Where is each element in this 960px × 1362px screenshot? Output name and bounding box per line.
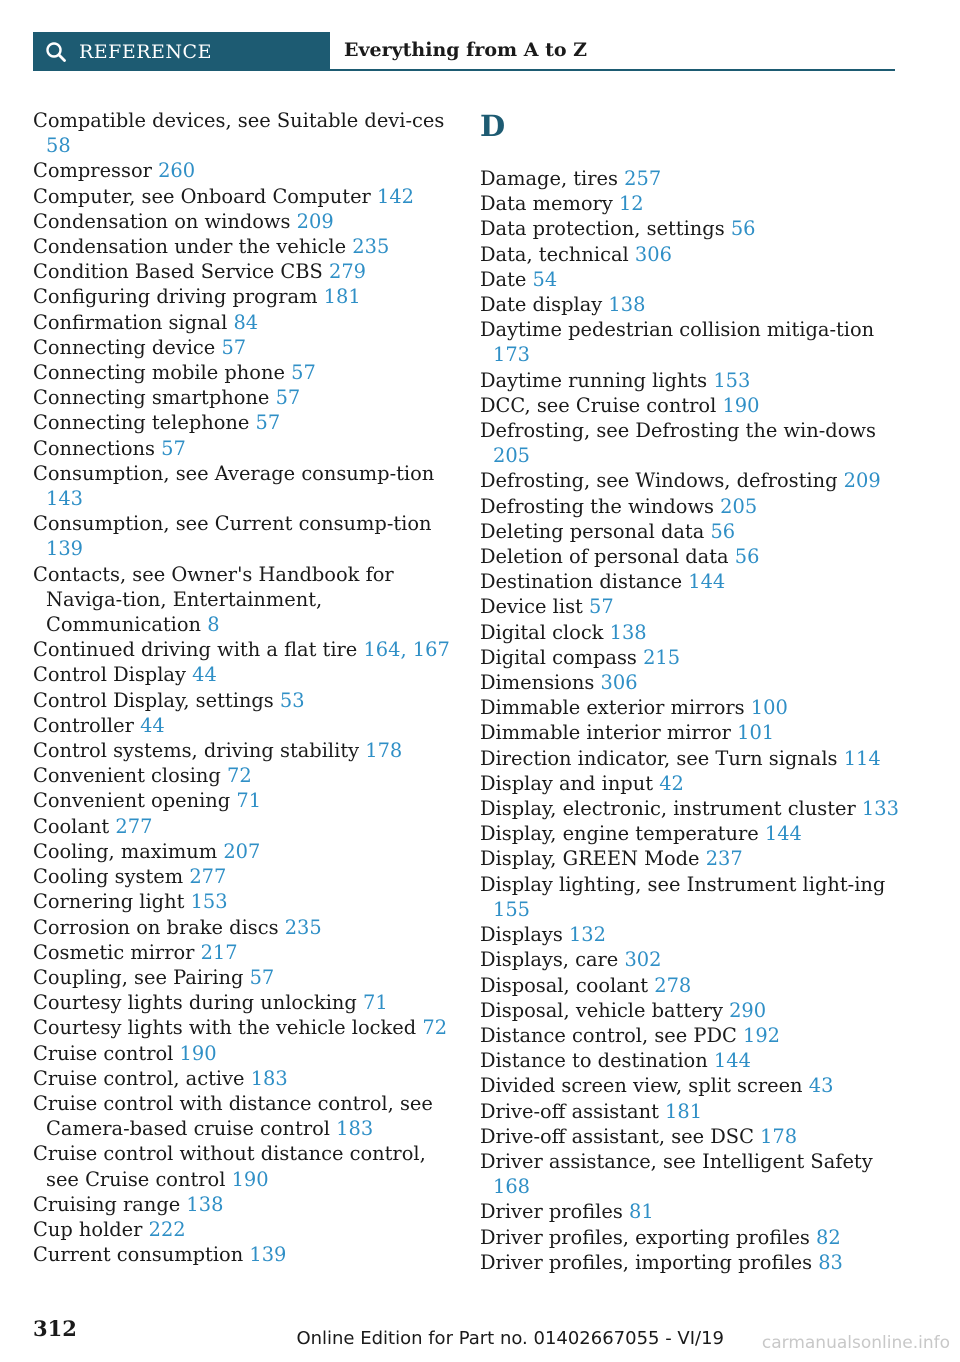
index-entry xyxy=(33,1217,453,1242)
index-entry xyxy=(480,368,900,393)
index-entry xyxy=(480,922,900,947)
index-entry xyxy=(480,166,900,191)
page-link[interactable]: 190 xyxy=(231,1167,269,1191)
page-link[interactable]: 260 xyxy=(158,159,196,183)
index-entry xyxy=(480,393,900,418)
index-entry xyxy=(33,1192,453,1217)
entry-text: Cruise control without distance control, see Cruise control xyxy=(33,1142,426,1191)
entry-text: Cruising range xyxy=(33,1192,181,1216)
page-link[interactable]: 57 xyxy=(249,965,275,989)
entry-text: Condensation on windows xyxy=(33,209,291,233)
page-link[interactable]: 71 xyxy=(363,991,388,1015)
page-link[interactable]: 138 xyxy=(608,293,646,317)
page-link[interactable]: 181 xyxy=(323,285,361,309)
entry-text: Coupling, see Pairing xyxy=(33,965,244,989)
page-link[interactable]: 138 xyxy=(186,1192,224,1216)
entry-text: Continued driving with a flat tire xyxy=(33,638,358,662)
page-link[interactable]: 58 xyxy=(46,134,71,158)
magnifier-icon xyxy=(43,39,69,65)
entry-text: Device list xyxy=(480,595,583,619)
page-link[interactable]: 54 xyxy=(532,267,558,291)
page-link[interactable]: 183 xyxy=(250,1066,288,1090)
page-link[interactable]: 72 xyxy=(422,1016,448,1040)
index-entry xyxy=(480,720,900,745)
index-entry xyxy=(480,292,900,317)
index-entry xyxy=(480,317,900,367)
entry-text: Confirmation signal xyxy=(33,310,228,334)
index-entry xyxy=(480,216,900,241)
index-entry xyxy=(480,242,900,267)
entry-text: Distance to destination xyxy=(480,1049,708,1073)
entry-text: Digital compass xyxy=(480,645,637,669)
page-link[interactable]: 207 xyxy=(223,839,261,863)
page-link[interactable]: 138 xyxy=(609,620,647,644)
page-link[interactable]: 192 xyxy=(743,1023,781,1047)
letter-heading: D xyxy=(480,109,506,143)
entry-text: Controller xyxy=(33,713,134,737)
index-entry xyxy=(33,158,453,183)
entry-text: Date xyxy=(480,267,527,291)
index-entry xyxy=(480,998,900,1023)
index-entry xyxy=(33,839,453,864)
entry-text: Distance control, see PDC xyxy=(480,1023,737,1047)
index-entry xyxy=(480,1124,900,1149)
entry-text: Compressor xyxy=(33,159,152,183)
index-entry xyxy=(33,511,453,561)
entry-text: Corrosion on brake discs xyxy=(33,915,279,939)
entry-text: Compatible devices, see Suitable devi-ces xyxy=(33,109,445,132)
entry-text: Control Display xyxy=(33,663,186,687)
page-link[interactable]: 235 xyxy=(352,235,390,259)
index-entry xyxy=(480,1149,900,1199)
page-link[interactable]: 205 xyxy=(493,444,531,468)
entry-text: Cup holder xyxy=(33,1217,143,1241)
index-entry xyxy=(480,544,900,569)
page-link[interactable]: 190 xyxy=(722,393,760,417)
page-link[interactable]: 100 xyxy=(750,696,788,720)
page-link[interactable]: 217 xyxy=(200,940,238,964)
entry-text: DCC, see Cruise control xyxy=(480,393,717,417)
entry-text: Consumption, see Average consump-tion xyxy=(33,461,435,485)
page-link[interactable]: 278 xyxy=(654,973,692,997)
index-entry xyxy=(480,771,900,796)
entry-text: Dimensions xyxy=(480,671,595,695)
page-link[interactable]: 144 xyxy=(688,570,726,594)
index-entry xyxy=(33,184,453,209)
index-entry xyxy=(33,1015,453,1040)
index-entry xyxy=(33,385,453,410)
page-link[interactable]: 205 xyxy=(720,494,758,518)
entry-text: Cosmetic mirror xyxy=(33,940,195,964)
page-link[interactable]: 143 xyxy=(46,487,84,511)
watermark: carmanualsonline.info xyxy=(761,1333,950,1353)
entry-text: Configuring driving program xyxy=(33,285,318,309)
index-entry xyxy=(33,1141,453,1191)
entry-text: Driver profiles xyxy=(480,1200,623,1224)
page-link[interactable]: 153 xyxy=(190,890,228,914)
index-entry xyxy=(33,108,453,158)
entry-text: Cooling, maximum xyxy=(33,839,218,863)
index-entry xyxy=(33,915,453,940)
index-entry xyxy=(33,965,453,990)
entry-text: Computer, see Onboard Computer xyxy=(33,184,371,208)
entry-text: Data protection, settings xyxy=(480,217,725,241)
entry-text: Drive-off assistant xyxy=(480,1099,659,1123)
reference-tab xyxy=(33,32,330,71)
entry-text: Coolant xyxy=(33,814,110,838)
page-link[interactable]: 53 xyxy=(279,688,305,712)
edition-note: Online Edition for Part no. 01402667055 - VI/19 xyxy=(296,1328,724,1349)
page-link[interactable]: 306 xyxy=(634,242,672,266)
index-entry xyxy=(33,1066,453,1091)
index-list-right xyxy=(480,166,900,1275)
entry-text: Defrosting, see Windows, defrosting xyxy=(480,469,838,493)
index-entry xyxy=(33,209,453,234)
entry-text: Drive-off assistant, see DSC xyxy=(480,1124,754,1148)
index-entry xyxy=(480,494,900,519)
entry-text: Current consumption xyxy=(33,1243,244,1267)
index-entry xyxy=(480,519,900,544)
index-entry xyxy=(480,418,900,468)
entry-text: Driver profiles, importing profiles xyxy=(480,1250,813,1274)
page-link[interactable]: 181 xyxy=(665,1099,703,1123)
page-link[interactable]: 277 xyxy=(189,865,227,889)
index-entry xyxy=(480,1023,900,1048)
page-link[interactable]: 144 xyxy=(713,1049,751,1073)
entry-text: Display, engine temperature xyxy=(480,822,759,846)
entry-text: Connections xyxy=(33,436,155,460)
index-entry xyxy=(480,569,900,594)
entry-text: Condition Based Service CBS xyxy=(33,260,323,284)
index-entry xyxy=(480,695,900,720)
page-link[interactable]: 257 xyxy=(624,167,662,190)
page-link[interactable]: 8 xyxy=(207,613,220,637)
page-link[interactable]: 57 xyxy=(275,386,301,410)
index-entry xyxy=(33,662,453,687)
entry-text: Courtesy lights with the vehicle locked xyxy=(33,1016,417,1040)
page-link[interactable]: 190 xyxy=(179,1041,217,1065)
entry-text: Digital clock xyxy=(480,620,604,644)
index-entry xyxy=(33,1041,453,1066)
page-link[interactable]: 57 xyxy=(161,436,186,460)
page-link[interactable]: 164, 167 xyxy=(363,638,450,662)
entry-text: Date display xyxy=(480,293,603,317)
page-link[interactable]: 235 xyxy=(284,915,322,939)
index-entry xyxy=(33,360,453,385)
header-rule xyxy=(330,69,895,71)
index-entry xyxy=(33,410,453,435)
index-entry xyxy=(33,335,453,360)
entry-text: Display and input xyxy=(480,771,654,795)
page-link[interactable]: 57 xyxy=(221,335,247,359)
page-link[interactable]: 306 xyxy=(600,671,638,695)
index-column-right xyxy=(480,108,900,1275)
page-link[interactable]: 178 xyxy=(365,739,403,763)
index-entry xyxy=(33,284,453,309)
index-entry xyxy=(33,940,453,965)
page-link[interactable]: 57 xyxy=(291,361,316,385)
entry-text: Cruise control xyxy=(33,1041,174,1065)
entry-text: Direction indicator, see Turn signals xyxy=(480,746,838,770)
page-link[interactable]: 12 xyxy=(618,192,644,216)
index-entry xyxy=(480,645,900,670)
entry-text: Display lighting, see Instrument light-ing xyxy=(480,872,886,896)
index-entry xyxy=(480,620,900,645)
page-link[interactable]: 114 xyxy=(843,746,881,770)
page-link[interactable]: 56 xyxy=(710,519,736,543)
index-entry xyxy=(480,1225,900,1250)
entry-text: Control systems, driving stability xyxy=(33,739,360,763)
entry-text: Defrosting the windows xyxy=(480,494,714,518)
entry-text: Deletion of personal data xyxy=(480,545,729,569)
index-entry xyxy=(33,637,453,662)
index-entry xyxy=(480,846,900,871)
page-link[interactable]: 142 xyxy=(376,184,414,208)
page-link[interactable]: 139 xyxy=(249,1243,287,1267)
page-link[interactable]: 237 xyxy=(705,847,743,871)
index-entry xyxy=(480,1099,900,1124)
entry-text: Connecting telephone xyxy=(33,411,250,435)
page-link[interactable]: 279 xyxy=(328,260,366,284)
page-link[interactable]: 56 xyxy=(730,217,756,241)
entry-text: Data memory xyxy=(480,192,613,216)
index-entry xyxy=(33,1242,453,1267)
entry-text: Cornering light xyxy=(33,890,185,914)
page-link[interactable]: 43 xyxy=(808,1074,834,1098)
index-entry xyxy=(33,713,453,738)
index-entry xyxy=(33,688,453,713)
page-link[interactable]: 101 xyxy=(737,721,775,745)
entry-text: Displays xyxy=(480,923,563,947)
page-link[interactable]: 222 xyxy=(148,1217,186,1241)
page-link[interactable]: 72 xyxy=(227,764,252,788)
entry-text: Control Display, settings xyxy=(33,688,274,712)
index-entry xyxy=(480,191,900,216)
entry-text: Driver profiles, exporting profiles xyxy=(480,1225,810,1249)
index-entry xyxy=(480,1199,900,1224)
page-link[interactable]: 81 xyxy=(628,1200,654,1224)
page-link[interactable]: 82 xyxy=(816,1225,841,1249)
index-entry xyxy=(33,234,453,259)
index-entry xyxy=(33,310,453,335)
page-link[interactable]: 139 xyxy=(46,537,84,561)
entry-text: Convenient opening xyxy=(33,789,231,813)
entry-text: Dimmable exterior mirrors xyxy=(480,696,745,720)
index-entry xyxy=(480,468,900,493)
index-entry xyxy=(480,821,900,846)
entry-text: Connecting mobile phone xyxy=(33,361,285,385)
index-entry xyxy=(33,562,453,638)
entry-text: Consumption, see Current consump-tion xyxy=(33,512,432,536)
entry-text: Convenient closing xyxy=(33,764,221,788)
index-entry xyxy=(480,594,900,619)
index-entry xyxy=(33,889,453,914)
entry-text: Data, technical xyxy=(480,242,629,266)
index-entry xyxy=(480,973,900,998)
entry-text: Condensation under the vehicle xyxy=(33,235,347,259)
page-number: 312 xyxy=(33,1316,77,1341)
index-entry xyxy=(480,947,900,972)
page-link[interactable]: 178 xyxy=(760,1124,798,1148)
index-entry xyxy=(33,763,453,788)
index-entry xyxy=(480,872,900,922)
index-entry xyxy=(33,1091,453,1141)
page-link[interactable]: 132 xyxy=(568,923,606,947)
page-link[interactable]: 83 xyxy=(818,1250,843,1274)
entry-text: Contacts, see Owner's Handbook for Naviga-tion, Entertainment, Communication xyxy=(33,562,394,637)
page-link[interactable]: 168 xyxy=(493,1175,531,1199)
index-entry xyxy=(33,461,453,511)
index-entry xyxy=(480,1073,900,1098)
entry-text: Connecting smartphone xyxy=(33,386,270,410)
page-link[interactable]: 71 xyxy=(236,789,262,813)
page-link[interactable]: 57 xyxy=(589,595,614,619)
page-link[interactable]: 209 xyxy=(843,469,881,493)
page-link[interactable]: 215 xyxy=(643,645,681,669)
entry-text: Daytime pedestrian collision mitiga-tion xyxy=(480,318,875,342)
entry-text: Disposal, coolant xyxy=(480,973,649,997)
page-link[interactable]: 155 xyxy=(493,897,531,921)
entry-text: Display, GREEN Mode xyxy=(480,847,700,871)
entry-text: Cruise control, active xyxy=(33,1066,245,1090)
index-entry xyxy=(33,738,453,763)
entry-text: Disposal, vehicle battery xyxy=(480,998,723,1022)
index-entry xyxy=(480,1048,900,1073)
index-entry xyxy=(480,267,900,292)
page-link[interactable]: 302 xyxy=(624,948,662,972)
entry-text: Defrosting, see Defrosting the win-dows xyxy=(480,419,876,443)
page-link[interactable]: 153 xyxy=(713,368,751,392)
page-link[interactable]: 84 xyxy=(233,310,259,334)
entry-text: Daytime running lights xyxy=(480,368,708,392)
page-link[interactable]: 209 xyxy=(296,209,334,233)
index-entry xyxy=(480,796,900,821)
entry-text: Deleting personal data xyxy=(480,519,705,543)
index-entry xyxy=(33,259,453,284)
entry-text: Displays, care xyxy=(480,948,619,972)
entry-text: Display, electronic, instrument cluster xyxy=(480,797,856,821)
entry-text: Courtesy lights during unlocking xyxy=(33,991,357,1015)
index-entry xyxy=(480,1250,900,1275)
page-title: Everything from A to Z xyxy=(344,39,588,61)
page-link[interactable]: 173 xyxy=(493,343,531,367)
page-link[interactable]: 183 xyxy=(336,1117,374,1141)
page-link[interactable]: 133 xyxy=(861,797,899,821)
index-entry xyxy=(480,670,900,695)
page-link[interactable]: 42 xyxy=(659,771,684,795)
index-entry xyxy=(480,746,900,771)
index-entry xyxy=(33,990,453,1015)
page-link[interactable]: 56 xyxy=(734,545,760,569)
page-header xyxy=(33,32,895,71)
index-entry xyxy=(33,864,453,889)
entry-text: Cruise control with distance control, see Camera-based cruise control xyxy=(33,1091,433,1141)
index-entry xyxy=(33,814,453,839)
page-link[interactable]: 44 xyxy=(140,713,165,737)
entry-text: Divided screen view, split screen xyxy=(480,1074,803,1098)
entry-text: Dimmable interior mirror xyxy=(480,721,731,745)
page-link[interactable]: 44 xyxy=(192,663,217,687)
page-link[interactable]: 277 xyxy=(115,814,153,838)
page-link[interactable]: 57 xyxy=(255,411,281,435)
entry-text: Driver assistance, see Intelligent Safety xyxy=(480,1149,873,1173)
page-link[interactable]: 144 xyxy=(764,822,802,846)
entry-text: Cooling system xyxy=(33,865,184,889)
entry-text: Destination distance xyxy=(480,570,683,594)
entry-text: Connecting device xyxy=(33,335,216,359)
index-column-left xyxy=(33,108,453,1267)
page-link[interactable]: 290 xyxy=(729,998,767,1022)
index-entry xyxy=(33,436,453,461)
index-entry xyxy=(33,788,453,813)
entry-text: Damage, tires xyxy=(480,167,618,190)
section-label: REFERENCE xyxy=(79,40,212,63)
